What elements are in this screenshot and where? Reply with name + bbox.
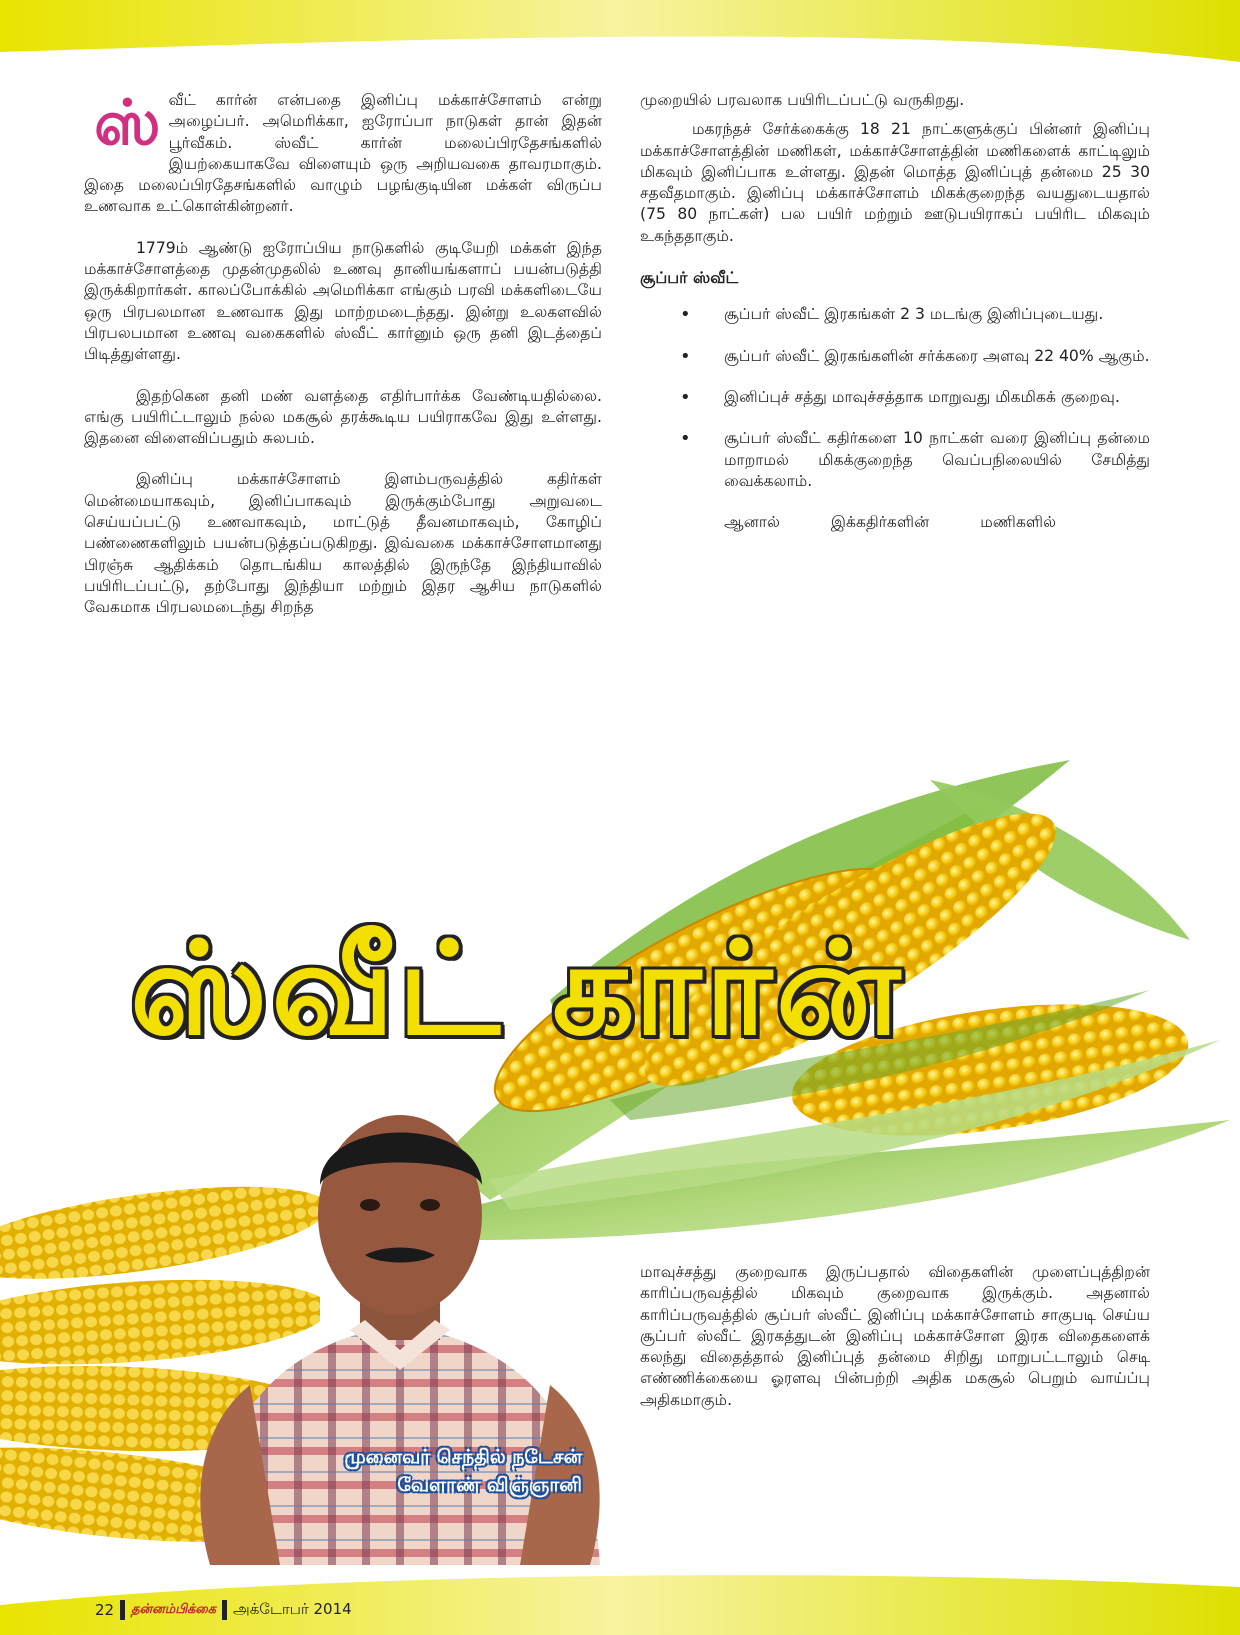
paragraph-continued: முறையில் பரவலாக பயிரிடப்பட்டு வருகிறது. [640,91,965,109]
left-column [84,86,602,639]
list-item: • சூப்பர் ஸ்வீட் இரகங்களின் சர்க்கரை அளவு 22 40% ஆகும். [680,345,1150,367]
page-footer [95,1600,352,1620]
section-heading: சூப்பர் ஸ்வீட் [640,268,739,288]
author-caption [272,1443,582,1499]
super-sweet-list [640,304,1150,492]
paragraph-history: 1779ம் ஆண்டு ஐரோப்பிய நாடுகளில் குடியேறி மக்கள் இந்த மக்காச்சோளத்தை முதன்முதலில் உணவு தானியங்களாப் பயன்படுத்தி இருக்கிறார்கள். காலப்போக்கில் அமெரிக்கா எங்கும் பரவி மக்களிடையே ஒரு பிரபலமான உணவாக இது மாற்றமடைந்தது. இன்று உலகளவில் பிரபலபமான உணவு வகைகளில் ஸ்வீட் கார்னும் ஒரு தனி இடத்தைப் பிடித்துள்ளது. [84,238,602,364]
paragraph-pollination: மகரந்தச் சேர்க்கைக்கு 18 21 நாட்களுக்குப் பின்னர் இனிப்பு மக்காச்சோளத்தின் மணிகள், மக்காச்சோளத்தின் மணிகளைக் காட்டிலும் மிகவும் இனிப்பாக உள்ளது. இதன் மொத்த இனிப்புத் தன்மை 25 30 சதவீதமாகும். இனிப்பு மக்காச்சோளம் மிகக்குறைந்த வயதுடையதால் (75 80 நாட்கள்) பல பயிர் மற்றும் ஊடுபயிராகப் பயிரிட மிகவும் உகந்ததாகும். [640,120,1150,245]
article-title: ஸ்வீட் கார்ன் [130,915,905,1064]
list-item: • சூப்பர் ஸ்வீட் இரகங்கள் 2 3 மடங்கு இனிப்புடையது. [680,304,1104,326]
issue-date: அக்டோபர் 2014 [233,1600,352,1618]
paragraph-final: மாவுச்சத்து குறைவாக இருப்பதால் விதைகளின் முளைப்புத்திறன் காரிப்பருவத்தில் மிகவும் குறைவாக இருக்கும். அதனால் காரிப்பருவத்தில் சூப்பர் ஸ்வீட் இனிப்பு மக்காச்சோளம் சாகுபடி செய்ய சூப்பர் ஸ்வீட் இரகத்துடன் இனிப்பு மக்காச்சோள இரக விதைகளைக் கலந்து விதைத்தால் இனிப்புத் தன்மை சிறிது மாறுபட்டாலும் செடி எண்ணிக்கையை ஓரளவு பின்பற்றி அதிக மகசூல் பெறும் வாய்ப்பு அதிகமாகும். [640,1263,1150,1409]
right-column-bottom [640,1262,1150,1431]
bullet-icon: • [680,386,691,408]
divider [120,1600,125,1620]
bullet-icon: • [680,304,691,326]
divider [222,1600,227,1620]
top-wave-band [0,0,1240,90]
author-name: முனைவர் செந்தில் நடேசன் [344,1446,582,1468]
bullet-icon: • [680,345,691,367]
author-role: வேளாண் விஞ்ஞானி [397,1474,582,1496]
bullet-icon: • [680,428,691,450]
drop-cap: ஸ் [94,86,161,159]
page-number: 22 [95,1601,115,1619]
paragraph-uses: இனிப்பு மக்காச்சோளம் இளம்பருவத்தில் கதிர்கள் மென்மையாகவும், இனிப்பாகவும் இருக்கும்போது அறுவடை செய்யப்பட்டு உணவாகவும், மாட்டுத் தீவனமாகவும், கோழிப் பண்ணைகளிலும் பயன்படுத்தப்படுகிறது. இவ்வகை மக்காச்சோளமானது பிரஞ்சு ஆதிக்கம் தொடங்கிய காலத்தில் இருந்தே இந்தியாவில் பயிரிடப்பட்டு, தற்போது இந்தியா மற்றும் இதர ஆசிய நாடுகளில் வேகமாக பிரபலமடைந்து சிறந்த [84,470,602,617]
magazine-logo: தன்னம்பிக்கை [131,1602,217,1617]
right-column [640,90,1150,533]
list-item: • சூப்பர் ஸ்வீட் கதிர்களை 10 நாட்கள் வரை இனிப்பு தன்மை மாறாமல் மிகக்குறைந்த வெப்பநிலையில் சேமித்து வைக்கலாம். [680,428,1150,490]
paragraph-intro: ஸ் வீட் கார்ன் என்பதை இனிப்பு மக்காச்சோளம் என்று அழைப்பர். அமெரிக்கா, ஐரோப்பா நாடுகள் தான் இதன் பூர்வீகம். ஸ்வீட் கார்ன் மலைப்பிரதேசங்களில் இயற்கையாகவே விளையும் ஒரு அறியவகை தாவரமாகும். இதை மலைப்பிரதேசங்களில் வாழும் பழங்குடியின மக்கள் விருப்ப உணவாக உட்கொள்கின்றனர். [84,86,602,216]
list-item: • இனிப்புச் சத்து மாவுச்சத்தாக மாறுவது மிகமிகக் குறைவு. [680,386,1120,408]
paragraph-soil: இதற்கென தனி மண் வளத்தை எதிர்பார்க்க வேண்டியதில்லை. எங்கு பயிரிட்டாலும் நல்ல மகசூல் தரக்கூடிய பயிராகவே இது உள்ளது. இதனை விளைவிப்பதும் சுலபம். [84,386,602,448]
continuation-line: ஆனால் இக்கதிர்களின் மணிகளில் [724,513,1057,532]
